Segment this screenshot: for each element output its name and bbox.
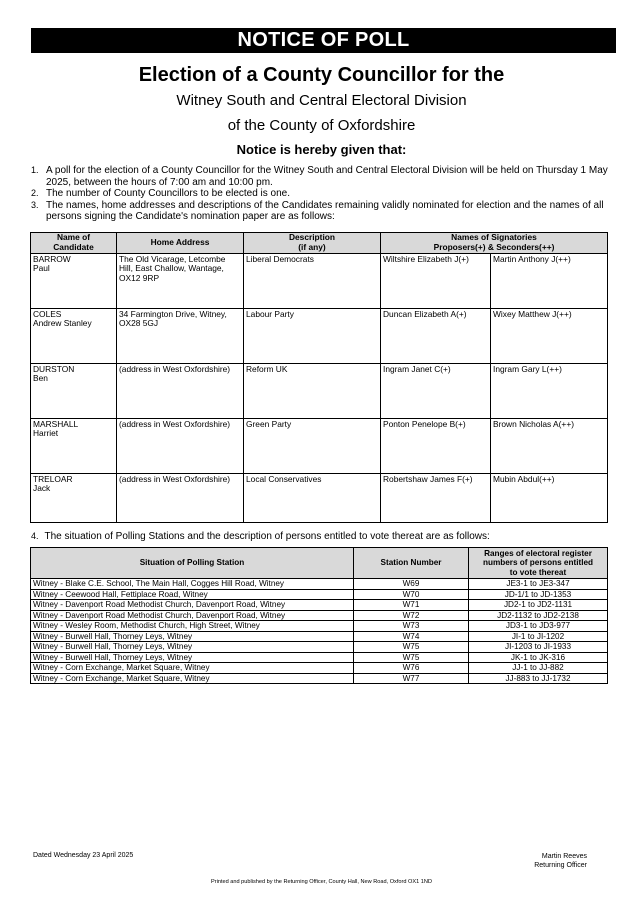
station-situation: Witney - Burwell Hall, Thorney Leys, Witney <box>31 631 354 642</box>
signatory-block <box>534 852 587 870</box>
station-row <box>31 600 608 611</box>
station-number: W74 <box>354 631 469 642</box>
notice-point <box>31 165 611 188</box>
header-description: Description (if any) <box>244 233 381 254</box>
candidates-table <box>30 232 608 523</box>
station-row <box>31 673 608 684</box>
station-situation: Witney - Ceewood Hall, Fettiplace Road, Witney <box>31 589 354 600</box>
station-situation: Witney - Corn Exchange, Market Square, Witney <box>31 663 354 674</box>
station-situation: Witney - Burwell Hall, Thorney Leys, Witney <box>31 652 354 663</box>
station-number: W69 <box>354 579 469 590</box>
point-text: The names, home addresses and descriptions of the Candidates remaining validly nominated for election and the names of all persons signing the Candidate's nomination paper are as follows: <box>46 199 604 223</box>
header-situation: Situation of Polling Station <box>31 548 354 579</box>
candidate-description: Reform UK <box>244 363 381 418</box>
station-row <box>31 589 608 600</box>
signatory-role: Returning Officer <box>534 862 587 869</box>
candidate-seconder: Brown Nicholas A(++) <box>491 418 608 473</box>
candidate-row <box>31 308 608 363</box>
station-row <box>31 610 608 621</box>
stations-header-row <box>31 548 608 579</box>
point-number: 1. <box>31 165 39 175</box>
station-number: W70 <box>354 589 469 600</box>
station-number: W73 <box>354 621 469 632</box>
candidate-description: Labour Party <box>244 308 381 363</box>
station-range: JD2-1 to JD2-1131 <box>469 600 608 611</box>
header-home-address: Home Address <box>117 233 244 254</box>
station-situation: Witney - Davenport Road Methodist Church, Davenport Road, Witney <box>31 600 354 611</box>
candidates-header-row <box>31 233 608 254</box>
station-number: W75 <box>354 642 469 653</box>
election-title: Election of a County Councillor for the <box>138 64 505 86</box>
header-station-number: Station Number <box>354 548 469 579</box>
station-range: JD2-1132 to JD2-2138 <box>469 610 608 621</box>
candidate-proposer: Wiltshire Elizabeth J(+) <box>381 253 491 308</box>
candidate-name: TRELOAR Jack <box>31 473 117 522</box>
candidate-name: COLES Andrew Stanley <box>31 308 117 363</box>
notice-banner: NOTICE OF POLL <box>31 28 616 53</box>
candidate-address: (address in West Oxfordshire) <box>117 363 244 418</box>
header-register-ranges: Ranges of electoral register numbers of persons entitled to vote thereat <box>469 548 608 579</box>
candidate-seconder: Martin Anthony J(++) <box>491 253 608 308</box>
station-situation: Witney - Wesley Room, Methodist Church, High Street, Witney <box>31 621 354 632</box>
candidate-proposer: Ponton Penelope B(+) <box>381 418 491 473</box>
point-text: A poll for the election of a County Councillor for the Witney South and Central Electoral Division will be held on Thursday 1 May 2025, between the hours of 7:00 am and 10:00 pm. <box>46 165 608 188</box>
point-text: The number of County Councillors to be elected is one. <box>46 188 291 200</box>
candidate-row <box>31 363 608 418</box>
candidate-description: Green Party <box>244 418 381 473</box>
imprint-line: Printed and published by the Returning Officer, County Hall, New Road, Oxford OX1 1ND <box>211 879 432 885</box>
county-name: of the County of Oxfordshire <box>227 117 416 134</box>
candidate-proposer: Ingram Janet C(+) <box>381 363 491 418</box>
candidate-row <box>31 253 608 308</box>
station-range: JI-1203 to JI-1933 <box>469 642 608 653</box>
station-number: W71 <box>354 600 469 611</box>
candidate-description: Liberal Democrats <box>244 253 381 308</box>
candidate-proposer: Duncan Elizabeth A(+) <box>381 308 491 363</box>
candidate-address: (address in West Oxfordshire) <box>117 473 244 522</box>
point-number: 4. <box>31 531 39 541</box>
candidate-address: (address in West Oxfordshire) <box>117 418 244 473</box>
station-range: JE3-1 to JE3-347 <box>469 579 608 590</box>
notice-points <box>31 165 611 223</box>
candidate-address: 34 Farmington Drive, Witney, OX28 5GJ <box>117 308 244 363</box>
notice-point <box>31 188 611 200</box>
station-situation: Witney - Davenport Road Methodist Church, Davenport Road, Witney <box>31 610 354 621</box>
point-text: The situation of Polling Stations and the description of persons entitled to vote thereat are as follows: <box>44 531 490 542</box>
header-signatories: Names of Signatories Proposers(+) & Seconders(++) <box>381 233 608 254</box>
station-row <box>31 652 608 663</box>
header-candidate-name: Name of Candidate <box>31 233 117 254</box>
notice-given-heading: Notice is hereby given that: <box>236 142 407 157</box>
station-row <box>31 621 608 632</box>
station-range: JK-1 to JK-316 <box>469 652 608 663</box>
point-number: 3. <box>31 199 39 210</box>
candidate-row <box>31 418 608 473</box>
candidate-seconder: Ingram Gary L(++) <box>491 363 608 418</box>
candidate-name: BARROW Paul <box>31 253 117 308</box>
station-situation: Witney - Corn Exchange, Market Square, Witney <box>31 673 354 684</box>
station-number: W76 <box>354 663 469 674</box>
station-number: W75 <box>354 652 469 663</box>
candidate-proposer: Robertshaw James F(+) <box>381 473 491 522</box>
candidate-seconder: Mubin Abdul(++) <box>491 473 608 522</box>
station-range: JD-1/1 to JD-1353 <box>469 589 608 600</box>
station-range: JI-1 to JI-1202 <box>469 631 608 642</box>
polling-stations-table <box>30 547 608 684</box>
station-situation: Witney - Blake C.E. School, The Main Hall, Cogges Hill Road, Witney <box>31 579 354 590</box>
notice-point <box>31 200 611 223</box>
station-range: JD3-1 to JD3-977 <box>469 621 608 632</box>
station-range: JJ-883 to JJ-1732 <box>469 673 608 684</box>
candidate-row <box>31 473 608 522</box>
dated-line: Dated Wednesday 23 April 2025 <box>33 852 134 859</box>
point-number: 2. <box>31 188 39 199</box>
polling-stations-intro <box>31 531 621 542</box>
station-number: W77 <box>354 673 469 684</box>
station-row <box>31 579 608 590</box>
candidate-description: Local Conservatives <box>244 473 381 522</box>
electoral-division: Witney South and Central Electoral Division <box>176 92 467 109</box>
station-row <box>31 642 608 653</box>
candidate-seconder: Wixey Matthew J(++) <box>491 308 608 363</box>
station-number: W72 <box>354 610 469 621</box>
station-row <box>31 631 608 642</box>
station-row <box>31 663 608 674</box>
candidate-name: DURSTON Ben <box>31 363 117 418</box>
station-situation: Witney - Burwell Hall, Thorney Leys, Witney <box>31 642 354 653</box>
station-range: JJ-1 to JJ-882 <box>469 663 608 674</box>
signatory-name: Martin Reeves <box>541 853 587 860</box>
candidate-address: The Old Vicarage, Letcombe Hill, East Challow, Wantage, OX12 9RP <box>117 253 244 308</box>
candidate-name: MARSHALL Harriet <box>31 418 117 473</box>
